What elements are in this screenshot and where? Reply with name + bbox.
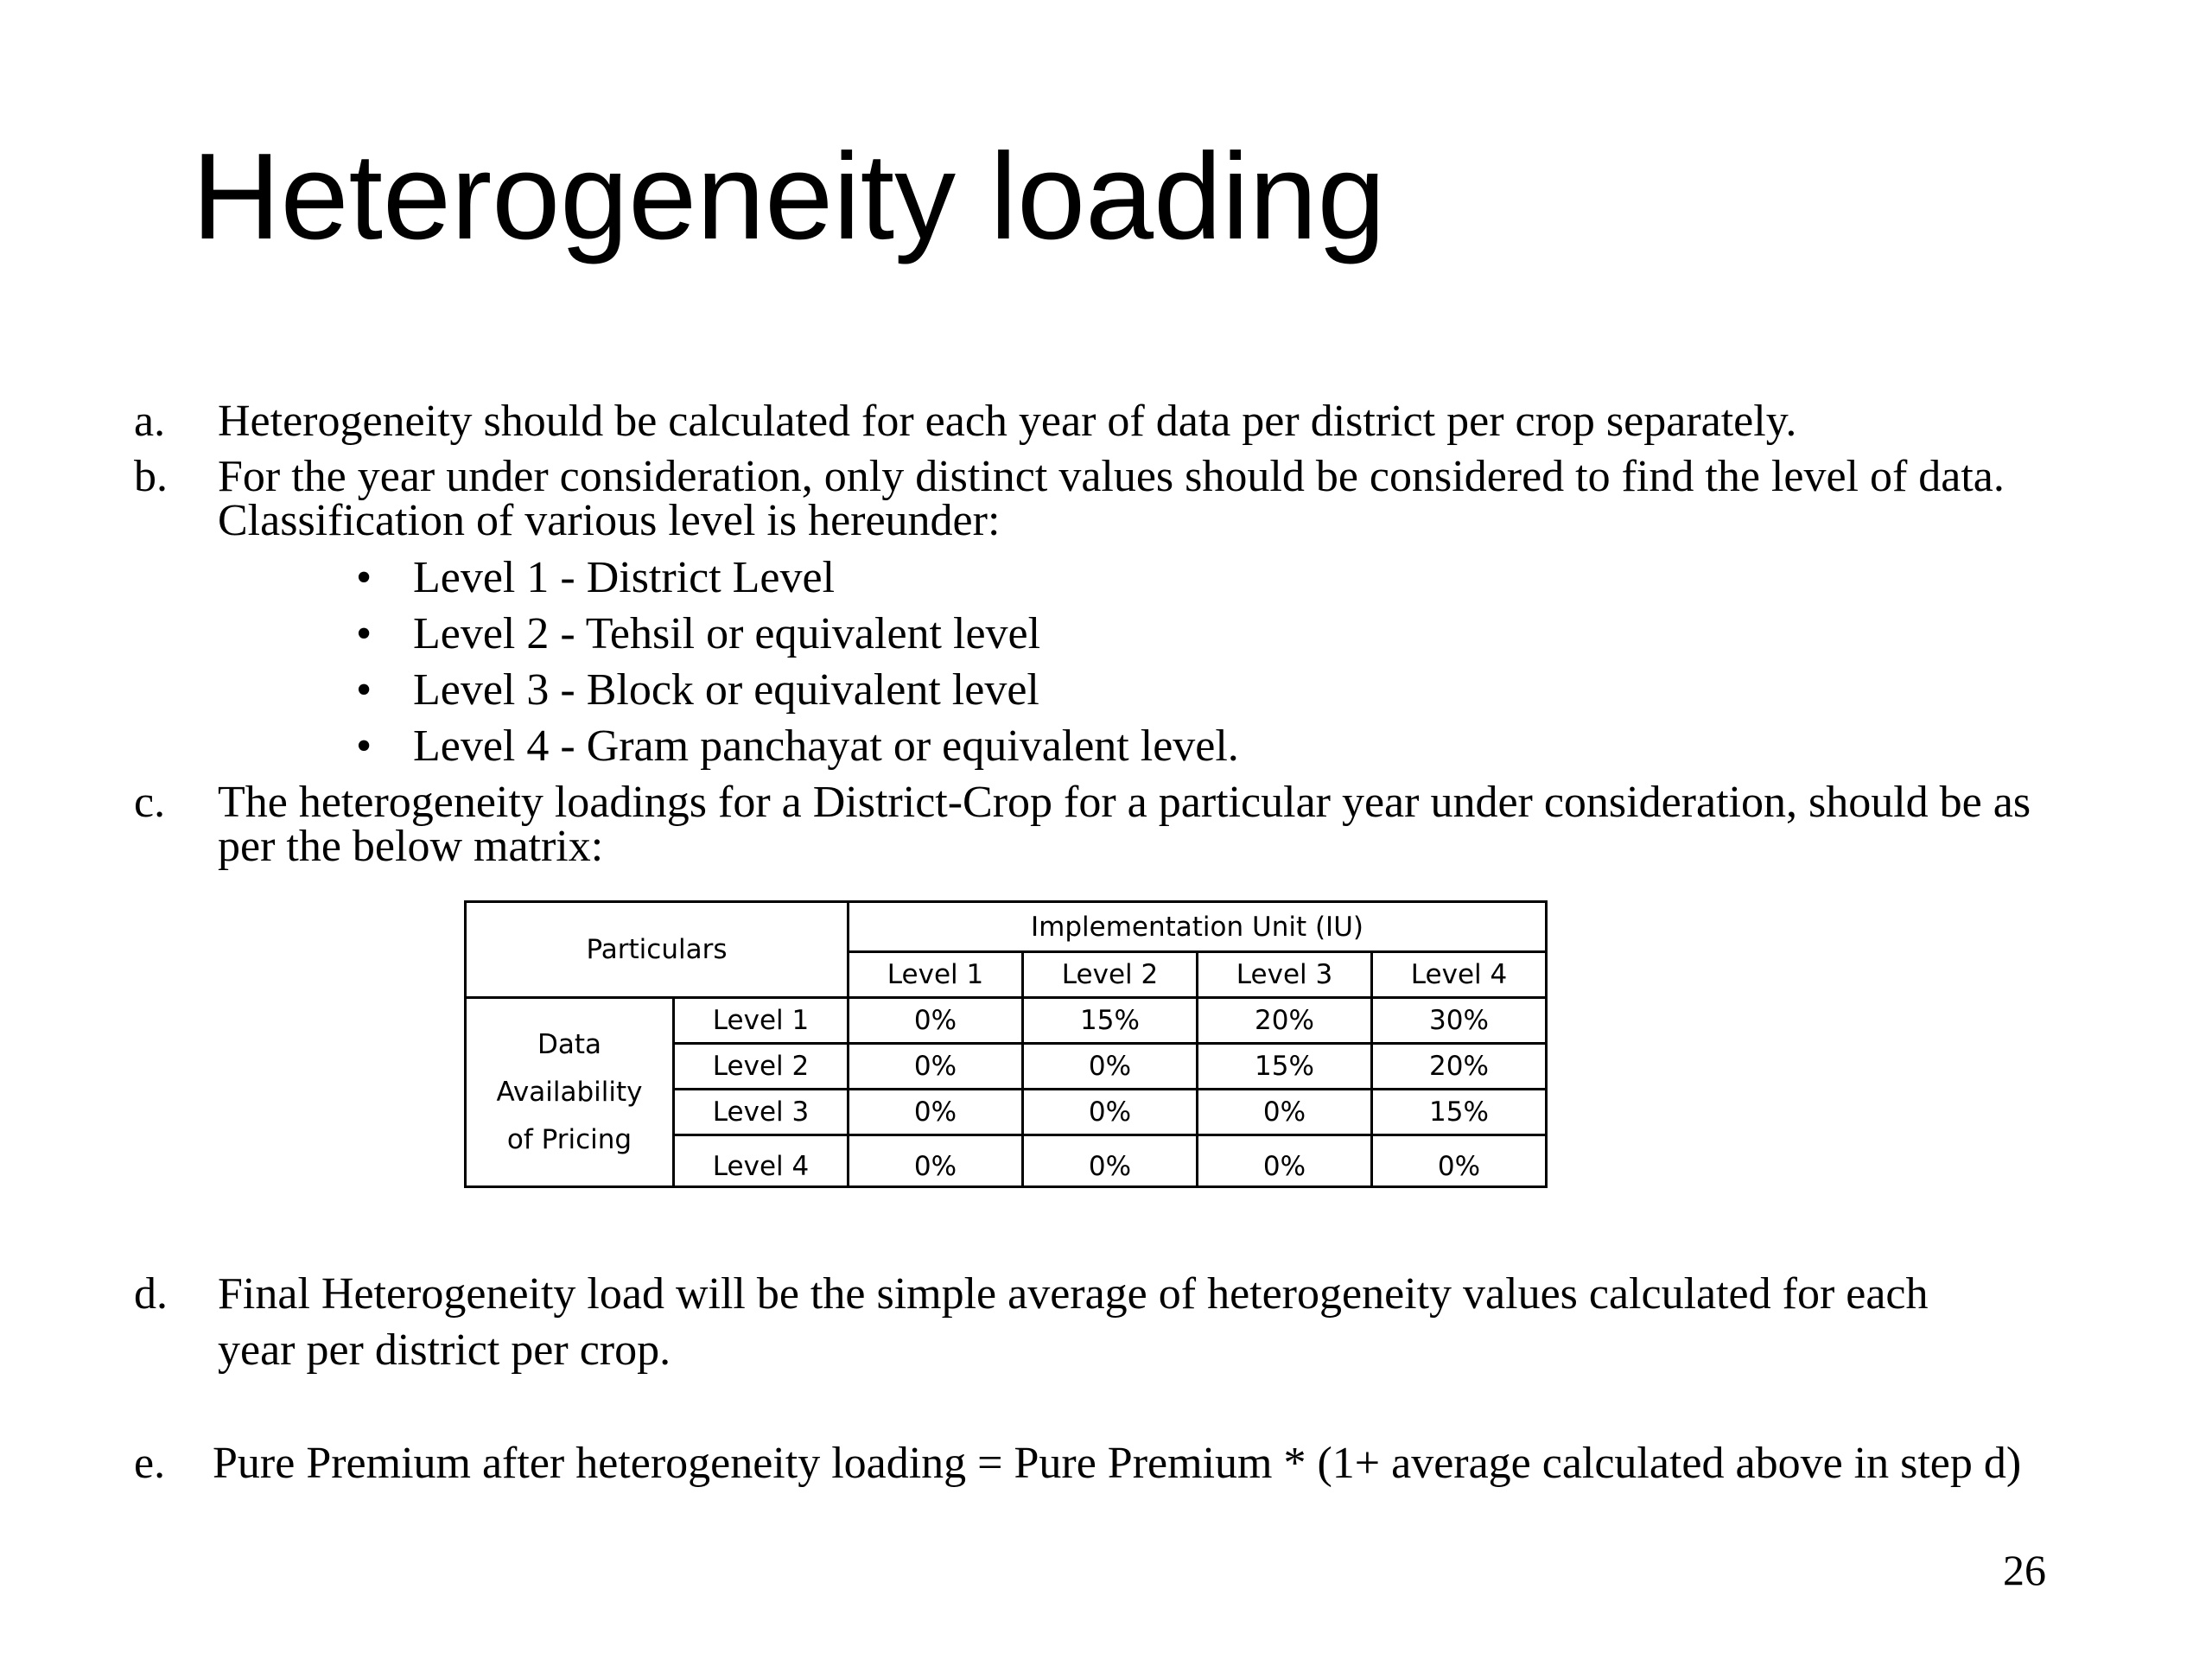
heterogeneity-matrix [464, 900, 1548, 1188]
list-marker: a. [134, 397, 166, 446]
list-item-text: Classification of various level is hereunder: [218, 496, 1001, 545]
matrix-cell: 0% [849, 1090, 1023, 1135]
page-number: 26 [2003, 1546, 2046, 1594]
column-header: Level 4 [1372, 952, 1547, 998]
matrix-cell: 15% [1023, 998, 1198, 1044]
iu-header: Implementation Unit (IU) [849, 902, 1547, 952]
list-item-text: year per district per crop. [218, 1325, 671, 1375]
row-label: Level 1 [674, 998, 849, 1044]
matrix-cell: 15% [1372, 1090, 1547, 1135]
matrix-cell: 0% [1372, 1135, 1547, 1187]
bullet-dot: • [356, 721, 372, 771]
row-group-label [466, 998, 674, 1187]
matrix-cell: 20% [1198, 998, 1372, 1044]
level-text: Level 1 - District Level [413, 553, 836, 602]
list-item-text: The heterogeneity loadings for a District-Crop for a particular year under consideration, should be as [218, 778, 2031, 827]
bullet-dot: • [356, 609, 372, 658]
level-text: Level 2 - Tehsil or equivalent level [413, 609, 1041, 658]
list-item-text: per the below matrix: [218, 822, 604, 871]
bullet-dot: • [356, 553, 372, 602]
matrix-cell: 0% [1023, 1135, 1198, 1187]
matrix-cell: 0% [1198, 1090, 1372, 1135]
slide-title: Heterogeneity loading [192, 128, 1386, 265]
column-header: Level 1 [849, 952, 1023, 998]
matrix-cell: 0% [1023, 1044, 1198, 1090]
matrix-cell: 0% [1198, 1135, 1372, 1187]
matrix-cell: 30% [1372, 998, 1547, 1044]
column-header: Level 3 [1198, 952, 1372, 998]
column-header: Level 2 [1023, 952, 1198, 998]
bullet-dot: • [356, 665, 372, 715]
list-item-text: Pure Premium after heterogeneity loading = Pure Premium * (1+ average calculated above in step d) [213, 1439, 2022, 1488]
matrix-cell: 20% [1372, 1044, 1547, 1090]
row-label: Level 3 [674, 1090, 849, 1135]
matrix-cell: 0% [849, 1044, 1023, 1090]
level-text: Level 4 - Gram panchayat or equivalent level. [413, 721, 1239, 771]
row-label: Level 2 [674, 1044, 849, 1090]
list-marker: b. [134, 452, 168, 501]
matrix-cell: 0% [1023, 1090, 1198, 1135]
row-group-line: Data [537, 1028, 602, 1060]
list-item-text: For the year under consideration, only distinct values should be considered to find the level of data. [218, 452, 2005, 501]
matrix-cell: 0% [849, 998, 1023, 1044]
level-text: Level 3 - Block or equivalent level [413, 665, 1039, 715]
row-group-line: Availability [496, 1076, 643, 1108]
row-label: Level 4 [674, 1135, 849, 1187]
list-marker: e. [134, 1439, 166, 1488]
particulars-header: Particulars [466, 902, 849, 998]
list-item-text: Heterogeneity should be calculated for each year of data per district per crop separately. [218, 397, 1797, 446]
list-item-text: Final Heterogeneity load will be the simple average of heterogeneity values calculated for each [218, 1269, 1929, 1319]
matrix-cell: 0% [849, 1135, 1023, 1187]
matrix-cell: 15% [1198, 1044, 1372, 1090]
list-marker: d. [134, 1269, 168, 1319]
row-group-line: of Pricing [506, 1123, 632, 1155]
list-marker: c. [134, 778, 166, 827]
